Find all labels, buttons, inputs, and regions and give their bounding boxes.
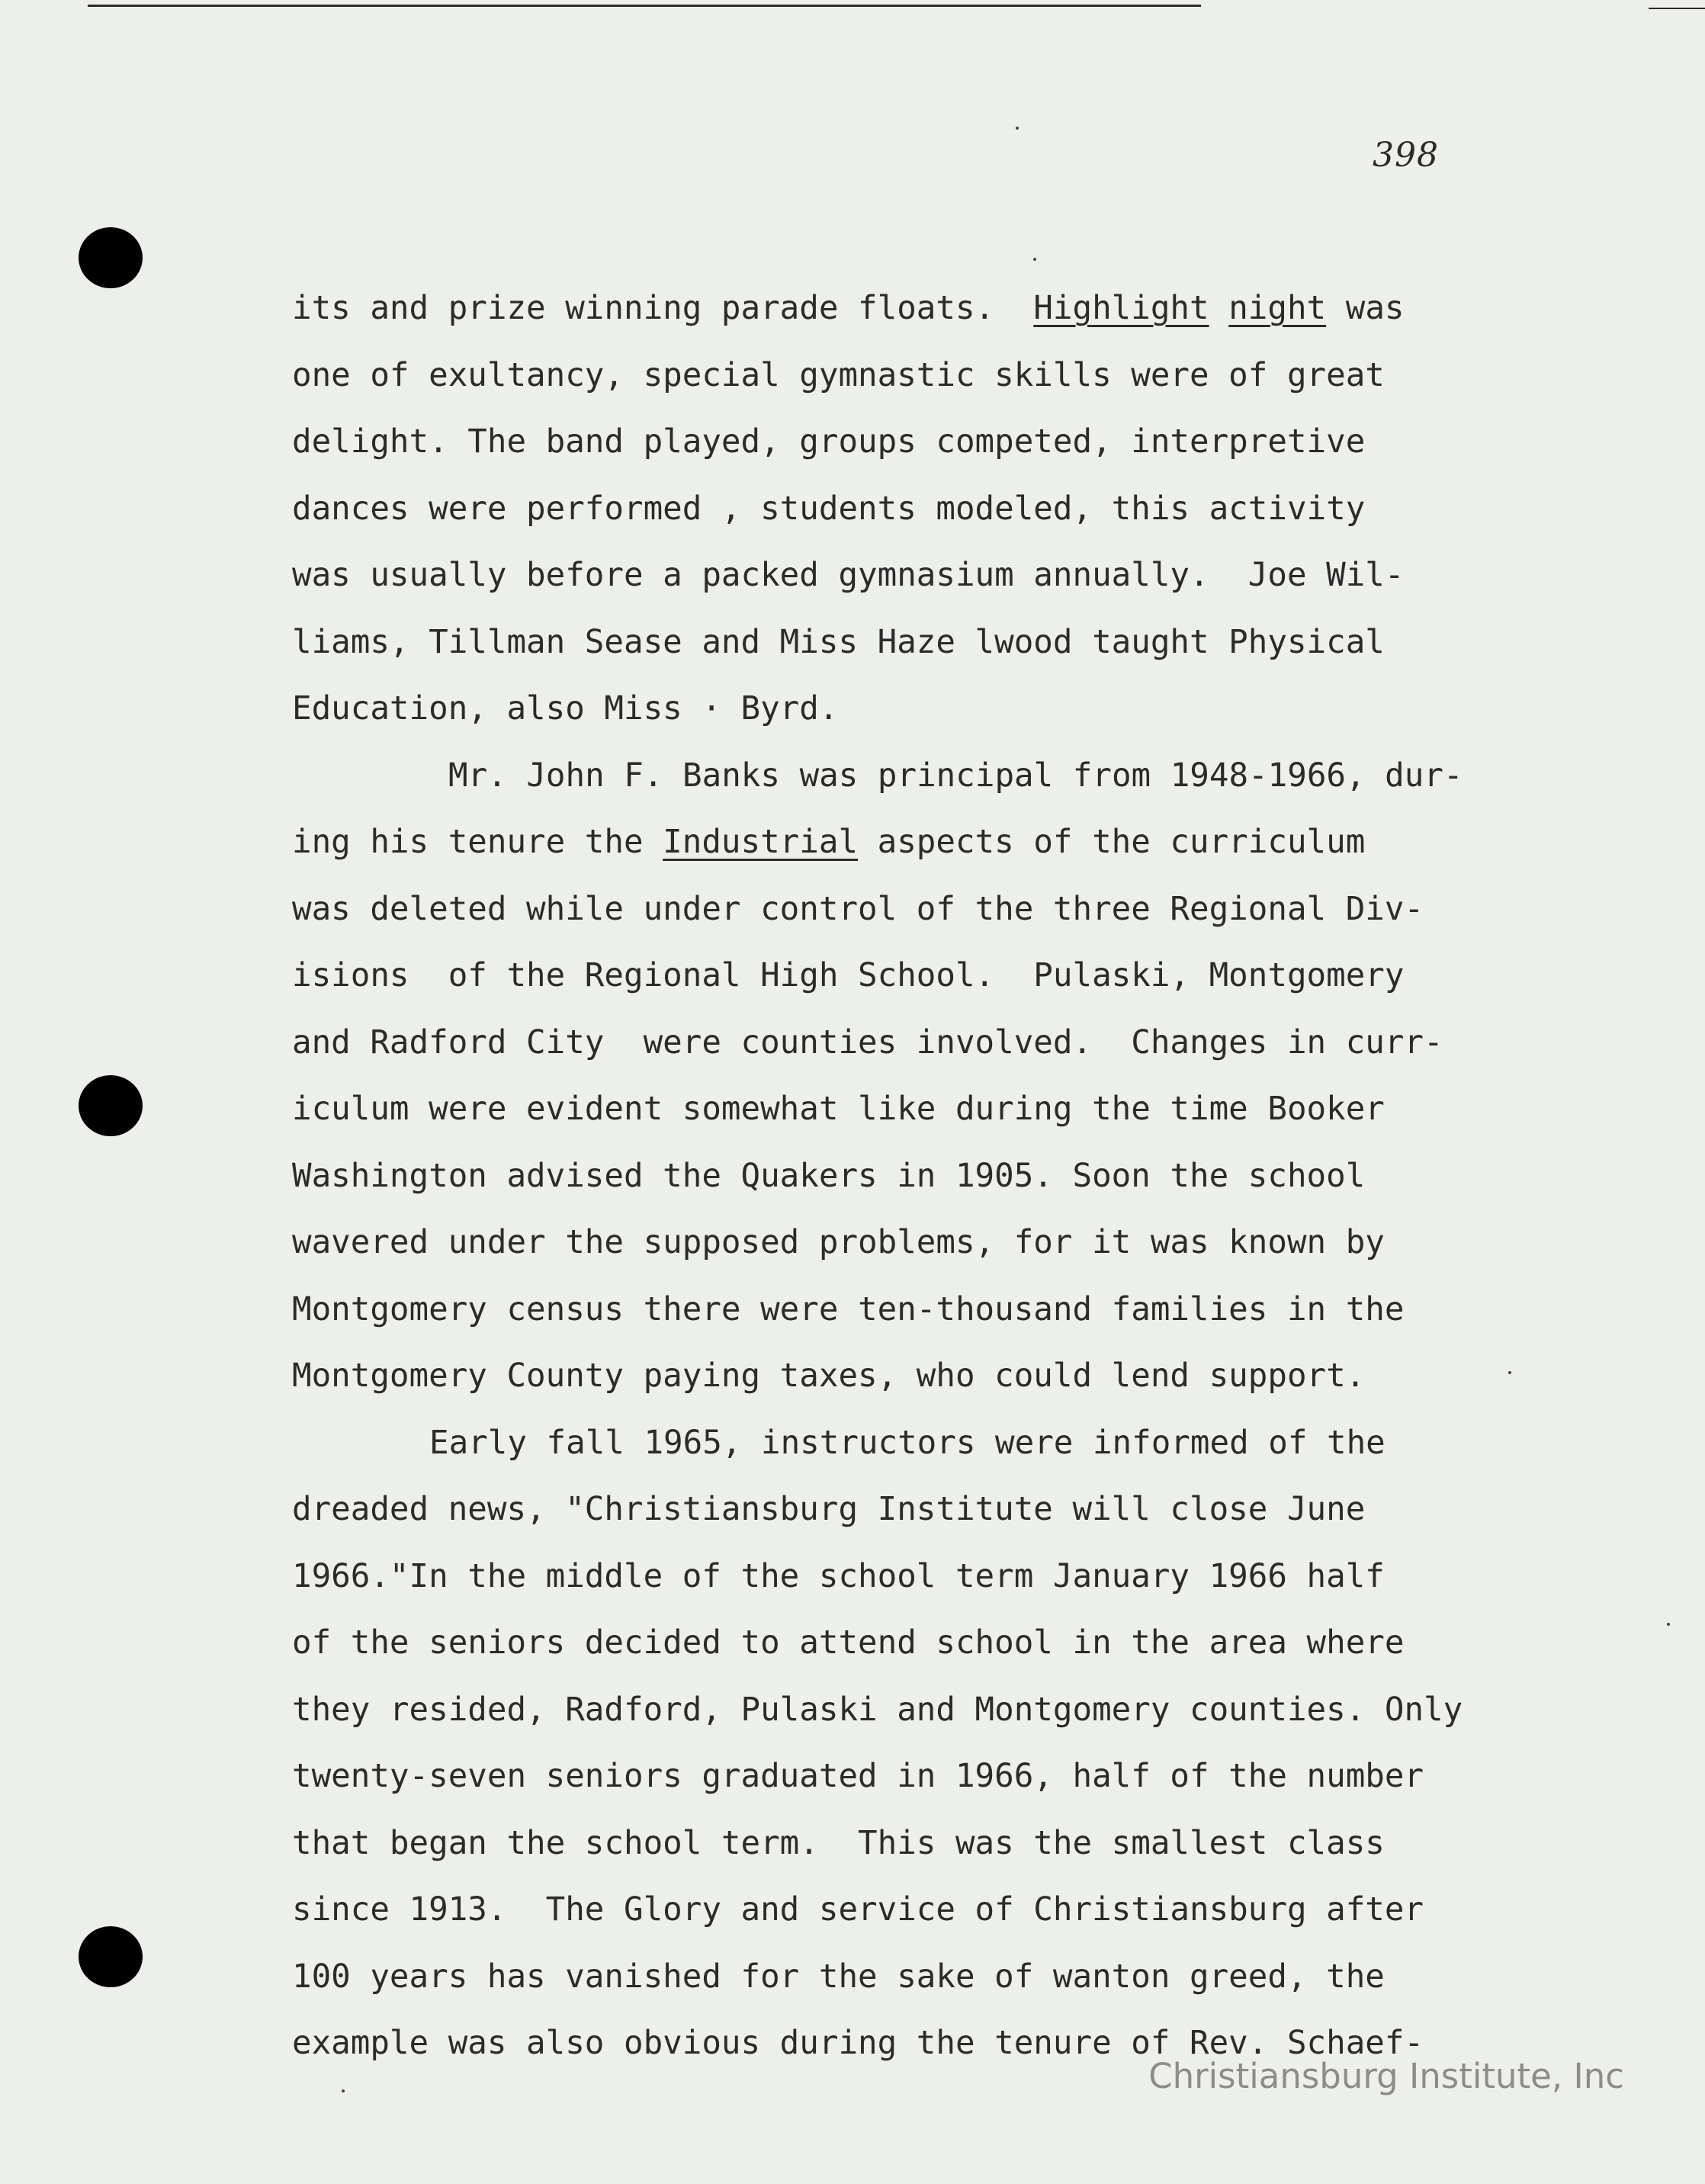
text-line (292, 476, 1649, 543)
text-run: wavered under the supposed problems, for it was known by (292, 1224, 1385, 1261)
text-run: liams, Tillman Sease and Miss Haze lwood taught Physical (292, 623, 1385, 661)
text-run: iculum were evident somewhat like during the time Booker (292, 1090, 1385, 1128)
punch-hole-bottom (79, 1926, 143, 1987)
typed-body-text (292, 275, 1649, 2077)
text-run: Montgomery census there were ten-thousand families in the (292, 1290, 1405, 1328)
text-line (292, 876, 1649, 943)
text-run: since 1913. The Glory and service of Christiansburg after (292, 1891, 1424, 1929)
text-run: 1966."In the middle of the school term January 1966 half (292, 1557, 1385, 1595)
text-run: Education, also Miss · Byrd. (292, 690, 839, 727)
top-edge-rule (88, 5, 1201, 7)
text-line (292, 943, 1649, 1010)
text-run: and Radford City were counties involved. Changes in curr- (292, 1023, 1443, 1061)
text-run: delight. The band played, groups competed, interpretive (292, 423, 1366, 461)
text-run: they resided, Radford, Pulaski and Montgomery counties. Only (292, 1691, 1463, 1729)
text-line (292, 1143, 1649, 1210)
text-line (292, 809, 1649, 876)
paper-speck (1508, 1371, 1511, 1374)
text-run: was usually before a packed gymnasium annually. Joe Wil- (292, 557, 1405, 594)
text-line (292, 1410, 1649, 1477)
text-run: Washington advised the Quakers in 1905. Soon the school (292, 1157, 1366, 1195)
text-run: Mr. John F. Banks was principal from 1948-1966, dur- (448, 756, 1463, 795)
text-line (292, 1343, 1649, 1410)
text-run: 100 years has vanished for the sake of wanton greed, the (292, 1958, 1385, 1996)
text-line (292, 409, 1649, 476)
text-line (292, 1543, 1649, 1611)
text-run: Montgomery County paying taxes, who could lend support. (292, 1357, 1366, 1395)
text-line (292, 609, 1649, 676)
paper-speck (1033, 258, 1036, 261)
text-run: was deleted while under control of the three Regional Div- (292, 890, 1424, 928)
text-line (292, 1209, 1649, 1277)
text-line (292, 1944, 1649, 2011)
text-line (292, 1877, 1649, 1944)
text-run (1209, 290, 1229, 327)
underlined-word: Industrial (663, 824, 859, 861)
text-line (292, 275, 1649, 342)
punch-hole-middle (79, 1075, 143, 1136)
text-run: Early fall 1965, instructors were informed of the (429, 1424, 1386, 1462)
text-run: its and prize winning parade floats. (292, 290, 1034, 327)
text-line (292, 342, 1649, 410)
text-line (292, 1743, 1649, 1810)
text-run: dances were performed , students modeled, this activity (292, 490, 1366, 528)
text-line (292, 1610, 1649, 1677)
punch-hole-top (79, 227, 143, 288)
text-line (292, 1010, 1649, 1077)
text-line (292, 1810, 1649, 1877)
corner-edge-mark (1649, 8, 1705, 9)
text-run: dreaded news, "Christiansburg Institute will close June (292, 1491, 1366, 1528)
text-run: of the seniors decided to attend school in the area where (292, 1624, 1405, 1662)
underlined-word: night (1228, 290, 1327, 327)
paper-speck (1016, 127, 1019, 130)
underlined-word: Highlight (1033, 290, 1209, 327)
paper-speck (342, 2089, 345, 2092)
text-line (292, 1677, 1649, 1744)
text-run: twenty-seven seniors graduated in 1966, half of the number (292, 1758, 1424, 1795)
watermark: Christiansburg Institute, Inc (1148, 2056, 1624, 2096)
text-run: was (1326, 290, 1405, 327)
paper-speck (1667, 1623, 1670, 1626)
page-number: 398 (1373, 136, 1439, 175)
text-run: that began the school term. This was the smallest class (292, 1824, 1385, 1862)
text-line (292, 676, 1649, 743)
text-run: one of exultancy, special gymnastic skills were of great (292, 356, 1385, 394)
text-run: example was also obvious during the tenure of Rev. Schaef- (292, 2025, 1424, 2062)
text-line (292, 1476, 1649, 1543)
text-line (292, 1076, 1649, 1143)
text-line (292, 542, 1649, 609)
text-run: isions of the Regional High School. Pulaski, Montgomery (292, 957, 1405, 994)
text-line (292, 743, 1649, 810)
text-line (292, 1277, 1649, 1344)
text-run: ing his tenure the (292, 824, 663, 861)
text-run: aspects of the curriculum (858, 824, 1366, 861)
